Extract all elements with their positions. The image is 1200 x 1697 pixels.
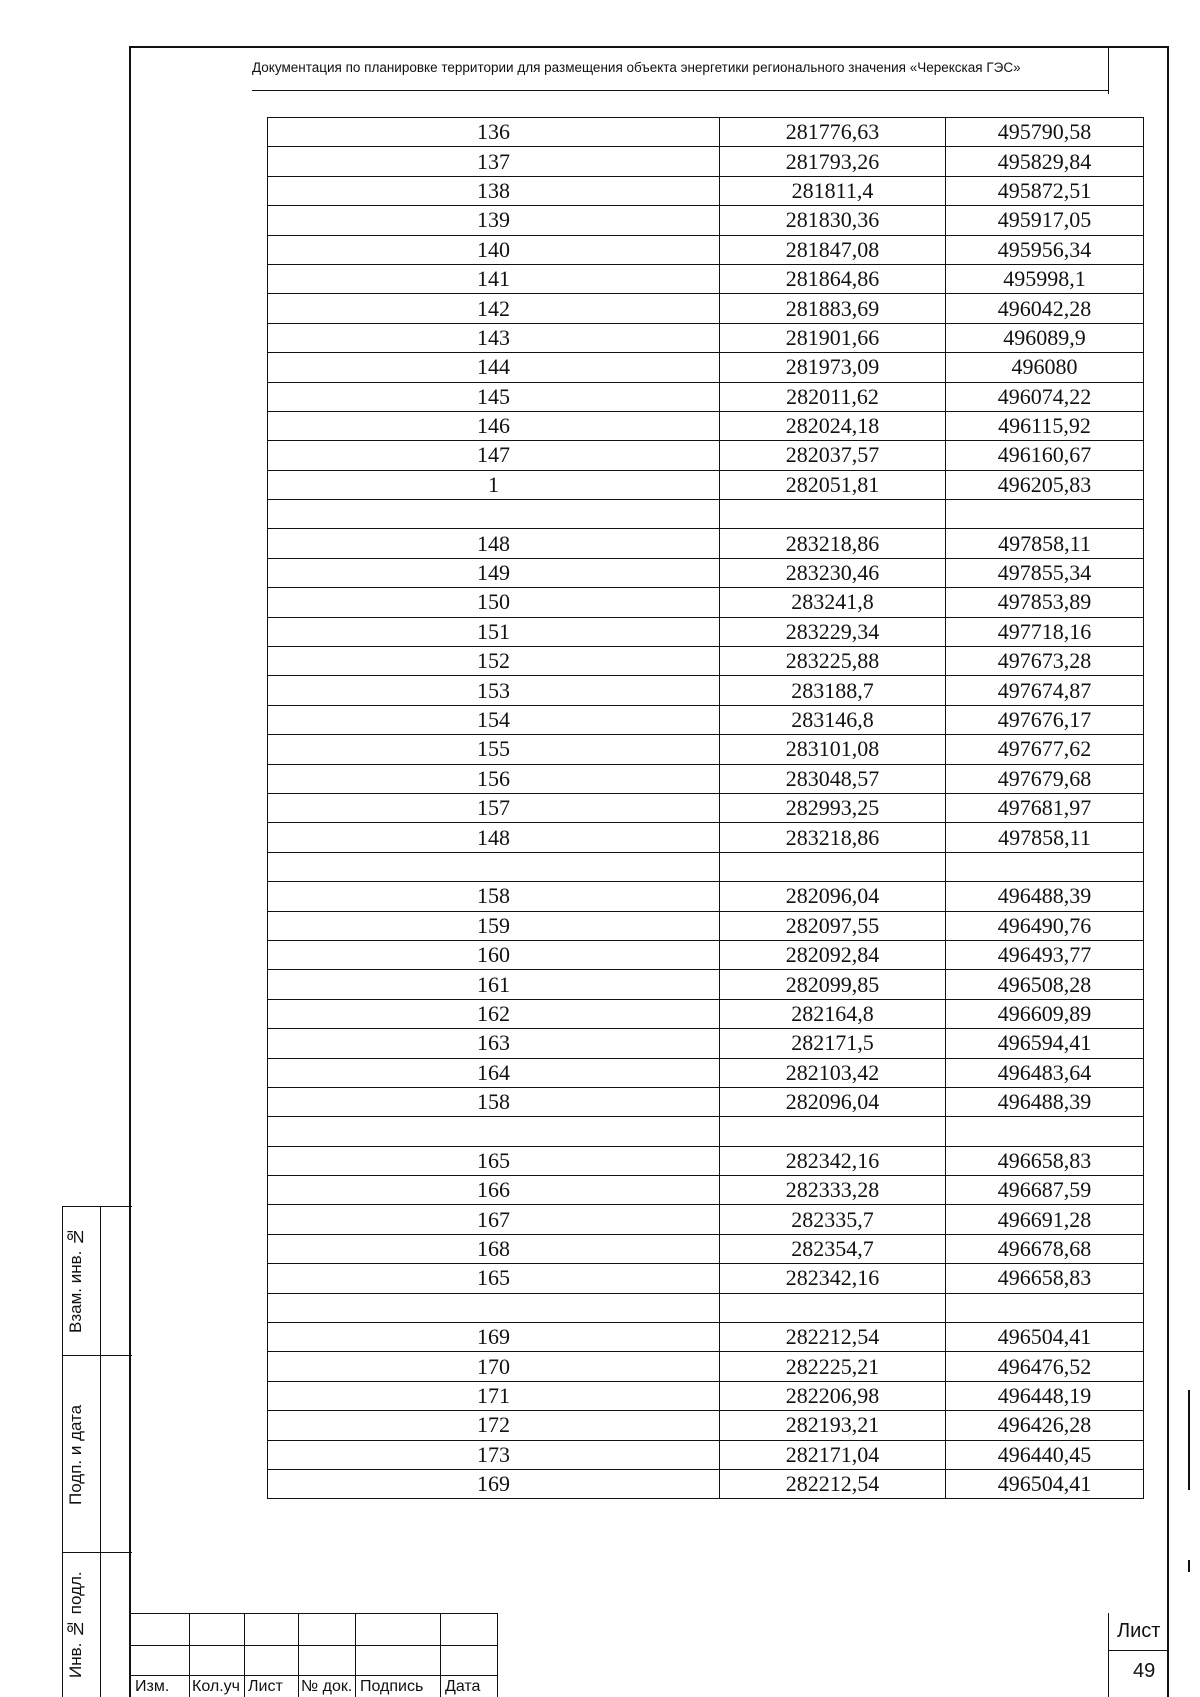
point-number-cell: 155 (268, 735, 720, 764)
point-number-cell: 143 (268, 323, 720, 352)
x-coordinate-cell: 281864,86 (720, 264, 946, 293)
x-coordinate-cell: 282037,57 (720, 441, 946, 470)
table-row (268, 1469, 1144, 1498)
y-coordinate-cell: 496658,83 (946, 1146, 1144, 1175)
y-coordinate-cell (946, 500, 1144, 529)
table-row (268, 411, 1144, 440)
table-row (268, 940, 1144, 969)
title-block-col-rule (355, 1613, 356, 1697)
point-number-cell: 151 (268, 617, 720, 646)
x-coordinate-cell: 282212,54 (720, 1323, 946, 1352)
y-coordinate-cell: 495998,1 (946, 264, 1144, 293)
point-number-cell: 145 (268, 382, 720, 411)
y-coordinate-cell: 496476,52 (946, 1352, 1144, 1381)
y-coordinate-cell: 496490,76 (946, 911, 1144, 940)
table-row (268, 1205, 1144, 1234)
y-coordinate-cell: 496609,89 (946, 999, 1144, 1028)
table-row (268, 353, 1144, 382)
x-coordinate-cell: 282335,7 (720, 1205, 946, 1234)
title-block-col-doc: № док. (301, 1678, 353, 1695)
table-row (268, 1323, 1144, 1352)
y-coordinate-cell: 497858,11 (946, 823, 1144, 852)
table-row (268, 735, 1144, 764)
scan-mark (1188, 1390, 1190, 1490)
point-number-cell: 158 (268, 882, 720, 911)
stamp-podp-label: Подп. и дата (66, 1404, 85, 1506)
stamp-rule (62, 1206, 132, 1207)
y-coordinate-cell: 497673,28 (946, 647, 1144, 676)
point-number-cell: 149 (268, 558, 720, 587)
x-coordinate-cell (720, 1293, 946, 1322)
point-number-cell: 152 (268, 647, 720, 676)
point-number-cell: 147 (268, 441, 720, 470)
x-coordinate-cell: 283225,88 (720, 647, 946, 676)
table-row (268, 118, 1144, 147)
x-coordinate-cell: 281793,26 (720, 147, 946, 176)
table-row (268, 1029, 1144, 1058)
point-number-cell: 140 (268, 235, 720, 264)
y-coordinate-cell: 496042,28 (946, 294, 1144, 323)
x-coordinate-cell: 282092,84 (720, 940, 946, 969)
table-row (268, 911, 1144, 940)
point-number-cell: 1 (268, 470, 720, 499)
x-coordinate-cell: 283218,86 (720, 529, 946, 558)
title-block-col-kolvo: Кол.уч (192, 1678, 240, 1695)
header-underline (252, 90, 1108, 91)
table-row (268, 1352, 1144, 1381)
point-number-cell: 139 (268, 206, 720, 235)
point-number-cell (268, 1117, 720, 1146)
point-number-cell: 137 (268, 147, 720, 176)
x-coordinate-cell: 282993,25 (720, 793, 946, 822)
point-number-cell: 167 (268, 1205, 720, 1234)
point-number-cell: 144 (268, 353, 720, 382)
y-coordinate-cell: 496080 (946, 353, 1144, 382)
y-coordinate-cell: 496074,22 (946, 382, 1144, 411)
table-row (268, 470, 1144, 499)
point-number-cell: 168 (268, 1234, 720, 1263)
x-coordinate-cell: 281830,36 (720, 206, 946, 235)
table-row (268, 1264, 1144, 1293)
table-row (268, 647, 1144, 676)
y-coordinate-cell: 496483,64 (946, 1058, 1144, 1087)
table-row (268, 1087, 1144, 1116)
title-block-rule (131, 1675, 497, 1676)
point-number-cell: 172 (268, 1411, 720, 1440)
y-coordinate-cell: 496504,41 (946, 1469, 1144, 1498)
point-number-cell: 142 (268, 294, 720, 323)
table-row (268, 235, 1144, 264)
table-row (268, 852, 1144, 881)
y-coordinate-cell: 495790,58 (946, 118, 1144, 147)
x-coordinate-cell: 282171,04 (720, 1440, 946, 1469)
point-number-cell: 141 (268, 264, 720, 293)
y-coordinate-cell (946, 1117, 1144, 1146)
x-coordinate-cell: 283048,57 (720, 764, 946, 793)
title-block-col-rule (440, 1613, 441, 1697)
point-number-cell: 161 (268, 970, 720, 999)
x-coordinate-cell: 282096,04 (720, 1087, 946, 1116)
sheet-box-rule (1108, 1650, 1168, 1651)
y-coordinate-cell: 496678,68 (946, 1234, 1144, 1263)
coordinates-table-body (268, 118, 1144, 1499)
x-coordinate-cell (720, 500, 946, 529)
y-coordinate-cell: 496488,39 (946, 1087, 1144, 1116)
table-row (268, 705, 1144, 734)
x-coordinate-cell: 281847,08 (720, 235, 946, 264)
point-number-cell: 136 (268, 118, 720, 147)
y-coordinate-cell: 496440,45 (946, 1440, 1144, 1469)
y-coordinate-cell: 496493,77 (946, 940, 1144, 969)
point-number-cell: 150 (268, 588, 720, 617)
y-coordinate-cell: 496594,41 (946, 1029, 1144, 1058)
table-row (268, 970, 1144, 999)
coordinates-table (267, 117, 1144, 1499)
x-coordinate-cell: 282342,16 (720, 1264, 946, 1293)
stamp-divider-line (100, 1206, 101, 1697)
point-number-cell: 159 (268, 911, 720, 940)
x-coordinate-cell: 282354,7 (720, 1234, 946, 1263)
frame-right-border (1167, 46, 1169, 1697)
x-coordinate-cell: 281811,4 (720, 176, 946, 205)
x-coordinate-cell: 282099,85 (720, 970, 946, 999)
x-coordinate-cell: 282342,16 (720, 1146, 946, 1175)
x-coordinate-cell: 281776,63 (720, 118, 946, 147)
table-row (268, 1293, 1144, 1322)
table-row (268, 1411, 1144, 1440)
title-block-col-rule (298, 1613, 299, 1697)
point-number-cell: 158 (268, 1087, 720, 1116)
stamp-inv-label: Инв. № подл. (66, 1571, 85, 1679)
x-coordinate-cell: 282051,81 (720, 470, 946, 499)
frame-top-border (129, 46, 1169, 48)
title-block-col-signature: Подпись (360, 1678, 424, 1695)
point-number-cell: 160 (268, 940, 720, 969)
table-row (268, 441, 1144, 470)
table-row (268, 882, 1144, 911)
title-block-rule (131, 1645, 497, 1646)
table-row (268, 588, 1144, 617)
point-number-cell (268, 500, 720, 529)
title-block-top-rule (131, 1613, 497, 1614)
y-coordinate-cell: 497677,62 (946, 735, 1144, 764)
y-coordinate-cell: 497681,97 (946, 793, 1144, 822)
y-coordinate-cell: 496426,28 (946, 1411, 1144, 1440)
x-coordinate-cell: 283146,8 (720, 705, 946, 734)
point-number-cell: 166 (268, 1176, 720, 1205)
y-coordinate-cell: 495829,84 (946, 147, 1144, 176)
point-number-cell: 146 (268, 411, 720, 440)
x-coordinate-cell: 282164,8 (720, 999, 946, 1028)
y-coordinate-cell (946, 852, 1144, 881)
y-coordinate-cell: 497855,34 (946, 558, 1144, 587)
y-coordinate-cell: 496504,41 (946, 1323, 1144, 1352)
table-row (268, 676, 1144, 705)
point-number-cell: 169 (268, 1323, 720, 1352)
table-row (268, 999, 1144, 1028)
x-coordinate-cell: 282333,28 (720, 1176, 946, 1205)
x-coordinate-cell: 282193,21 (720, 1411, 946, 1440)
frame-left-border (129, 46, 131, 1697)
point-number-cell: 138 (268, 176, 720, 205)
x-coordinate-cell: 283229,34 (720, 617, 946, 646)
point-number-cell: 173 (268, 1440, 720, 1469)
title-block-col-rule (189, 1613, 190, 1697)
y-coordinate-cell: 495917,05 (946, 206, 1144, 235)
point-number-cell: 170 (268, 1352, 720, 1381)
x-coordinate-cell: 282206,98 (720, 1381, 946, 1410)
table-row (268, 617, 1144, 646)
x-coordinate-cell (720, 1117, 946, 1146)
y-coordinate-cell: 496115,92 (946, 411, 1144, 440)
title-block-col-list: Лист (248, 1678, 283, 1695)
table-row (268, 147, 1144, 176)
title-block-col-rule (497, 1613, 498, 1697)
x-coordinate-cell: 283241,8 (720, 588, 946, 617)
document-header-title: Документация по планировке территории для размещения объекта энергетики регионального значения «Черекская ГЭС» (252, 60, 1021, 75)
title-block-col-izm: Изм. (135, 1678, 170, 1695)
x-coordinate-cell: 283230,46 (720, 558, 946, 587)
stamp-rule (62, 1552, 132, 1553)
table-row (268, 1381, 1144, 1410)
x-coordinate-cell: 282225,21 (720, 1352, 946, 1381)
x-coordinate-cell: 281883,69 (720, 294, 946, 323)
table-row (268, 1117, 1144, 1146)
y-coordinate-cell: 496488,39 (946, 882, 1144, 911)
point-number-cell: 165 (268, 1264, 720, 1293)
table-row (268, 323, 1144, 352)
table-row (268, 1058, 1144, 1087)
x-coordinate-cell: 281973,09 (720, 353, 946, 382)
x-coordinate-cell: 283188,7 (720, 676, 946, 705)
table-row (268, 823, 1144, 852)
table-row (268, 382, 1144, 411)
stamp-rule (62, 1355, 132, 1356)
table-row (268, 500, 1144, 529)
y-coordinate-cell: 497676,17 (946, 705, 1144, 734)
table-row (268, 558, 1144, 587)
x-coordinate-cell: 282097,55 (720, 911, 946, 940)
y-coordinate-cell: 495872,51 (946, 176, 1144, 205)
y-coordinate-cell: 496448,19 (946, 1381, 1144, 1410)
x-coordinate-cell: 283218,86 (720, 823, 946, 852)
point-number-cell: 171 (268, 1381, 720, 1410)
point-number-cell: 163 (268, 1029, 720, 1058)
point-number-cell: 153 (268, 676, 720, 705)
sheet-box-left-rule (1108, 1613, 1109, 1697)
y-coordinate-cell: 496658,83 (946, 1264, 1144, 1293)
y-coordinate-cell: 496687,59 (946, 1176, 1144, 1205)
x-coordinate-cell: 282103,42 (720, 1058, 946, 1087)
point-number-cell: 156 (268, 764, 720, 793)
scan-mark (1188, 1560, 1190, 1572)
point-number-cell (268, 852, 720, 881)
y-coordinate-cell: 496089,9 (946, 323, 1144, 352)
point-number-cell: 162 (268, 999, 720, 1028)
y-coordinate-cell: 497718,16 (946, 617, 1144, 646)
point-number-cell: 165 (268, 1146, 720, 1175)
y-coordinate-cell (946, 1293, 1144, 1322)
y-coordinate-cell: 495956,34 (946, 235, 1144, 264)
y-coordinate-cell: 496508,28 (946, 970, 1144, 999)
x-coordinate-cell: 282024,18 (720, 411, 946, 440)
table-row (268, 1440, 1144, 1469)
x-coordinate-cell (720, 852, 946, 881)
table-row (268, 176, 1144, 205)
table-row (268, 793, 1144, 822)
point-number-cell: 148 (268, 529, 720, 558)
y-coordinate-cell: 497674,87 (946, 676, 1144, 705)
y-coordinate-cell: 497853,89 (946, 588, 1144, 617)
point-number-cell: 154 (268, 705, 720, 734)
table-row (268, 1234, 1144, 1263)
sheet-number: 49 (1133, 1660, 1156, 1682)
y-coordinate-cell: 497679,68 (946, 764, 1144, 793)
x-coordinate-cell: 282011,62 (720, 382, 946, 411)
point-number-cell: 164 (268, 1058, 720, 1087)
table-row (268, 264, 1144, 293)
table-row (268, 764, 1144, 793)
table-row (268, 529, 1144, 558)
header-box-divider (1108, 46, 1109, 94)
point-number-cell: 148 (268, 823, 720, 852)
stamp-vzam-label: Взам. инв. № (66, 1226, 85, 1334)
title-block-col-rule (244, 1613, 245, 1697)
x-coordinate-cell: 282212,54 (720, 1469, 946, 1498)
point-number-cell (268, 1293, 720, 1322)
x-coordinate-cell: 282096,04 (720, 882, 946, 911)
table-row (268, 1146, 1144, 1175)
point-number-cell: 169 (268, 1469, 720, 1498)
point-number-cell: 157 (268, 793, 720, 822)
x-coordinate-cell: 283101,08 (720, 735, 946, 764)
y-coordinate-cell: 496205,83 (946, 470, 1144, 499)
table-row (268, 206, 1144, 235)
table-row (268, 1176, 1144, 1205)
y-coordinate-cell: 496160,67 (946, 441, 1144, 470)
sheet-label: Лист (1117, 1620, 1161, 1642)
table-row (268, 294, 1144, 323)
x-coordinate-cell: 282171,5 (720, 1029, 946, 1058)
y-coordinate-cell: 496691,28 (946, 1205, 1144, 1234)
title-block-col-date: Дата (445, 1678, 481, 1695)
x-coordinate-cell: 281901,66 (720, 323, 946, 352)
stamp-left-line (62, 1206, 63, 1697)
y-coordinate-cell: 497858,11 (946, 529, 1144, 558)
